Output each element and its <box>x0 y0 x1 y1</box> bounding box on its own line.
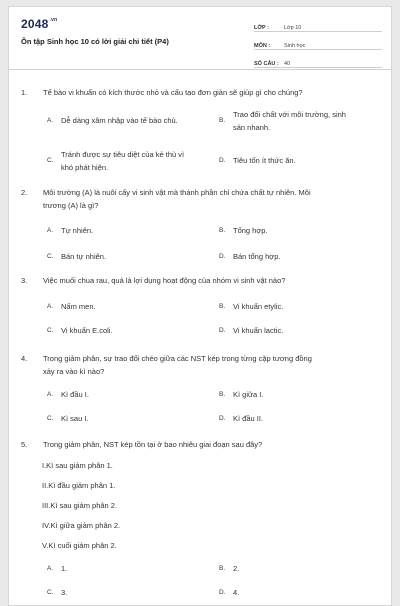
option-text-line-2: sản nhanh. <box>233 122 271 132</box>
question-body: Trong giảm phân, NST kép tồn tại ở bao nhiêu giai đoạn sau đây? <box>43 440 263 449</box>
question-number: 3. <box>21 276 28 285</box>
option-text: 1. <box>61 564 68 573</box>
option-letter: B. <box>219 565 226 572</box>
question-number: 2. <box>21 188 28 197</box>
question-body: Việc muối chua rau, quả là lợi dụng hoạt động của nhóm vi sinh vật nào? <box>43 276 286 285</box>
meta-value: 40 <box>284 61 291 67</box>
document-title: Ôn tập Sinh học 10 có lời giải chi tiết (P4) <box>21 37 169 46</box>
meta-key: SỐ CÂU : <box>254 61 279 67</box>
statement-4: IV.Kì giữa giảm phân 2. <box>42 521 121 530</box>
option-text: Tổng hợp. <box>233 226 268 235</box>
option-letter: A. <box>47 227 54 234</box>
option-letter: C. <box>47 589 54 596</box>
meta-row-class <box>254 17 382 32</box>
option-letter: D. <box>219 589 226 596</box>
question-body-line-2: trương (A) là gì? <box>43 200 99 210</box>
option-text: Kì đầu II. <box>233 414 264 423</box>
question-body-line-2: xảy ra vào kì nào? <box>43 366 105 376</box>
option-letter: A. <box>47 391 54 398</box>
question-text <box>21 439 379 452</box>
option-text: Tự nhiên. <box>61 226 94 235</box>
logo-extension: .vn <box>49 17 58 23</box>
header-divider <box>9 69 391 70</box>
option-text: Bán tổng hợp. <box>233 252 281 261</box>
option-letter: C. <box>47 415 54 422</box>
meta-value: Sinh học <box>284 43 306 49</box>
option-text: Vi khuẩn lactic. <box>233 326 284 335</box>
option-letter: A. <box>47 117 54 124</box>
option-text: Kì giữa I. <box>233 390 264 399</box>
document-header <box>9 7 391 67</box>
option-text: 4. <box>233 588 240 597</box>
option-letter: B. <box>219 391 226 398</box>
option-text: Nấm men. <box>61 302 96 311</box>
document-sheet <box>8 6 392 606</box>
option-letter: C. <box>47 253 54 260</box>
option-letter: A. <box>47 303 54 310</box>
option-text-line-1: Trao đổi chất với môi trường, sinh <box>233 110 346 119</box>
site-logo[interactable] <box>21 17 57 31</box>
question-text <box>21 275 379 288</box>
question-text <box>21 187 379 212</box>
option-letter: B. <box>219 117 226 124</box>
option-text: Kì đầu I. <box>61 390 89 399</box>
statement-2: II.Kì đầu giảm phân 1. <box>42 481 116 490</box>
option-text: Tiêu tốn ít thức ăn. <box>233 156 296 165</box>
option-letter: C. <box>47 327 54 334</box>
question-body: Tế bào vi khuẩn có kích thước nhỏ và cấu tạo đơn giản sẽ giúp gì cho chúng? <box>43 88 303 97</box>
meta-key: MÔN : <box>254 43 271 49</box>
question-text <box>21 353 379 378</box>
option-letter: B. <box>219 227 226 234</box>
option-text: Kì sau I. <box>61 414 89 423</box>
option-letter: D. <box>219 415 226 422</box>
option-text: 3. <box>61 588 68 597</box>
option-text-line-2: khó phát hiện. <box>61 162 109 172</box>
question-number: 4. <box>21 354 28 363</box>
question-body-line-1: Trong giảm phân, sự trao đổi chéo giữa các NST kép trong từng cặp tương đồng <box>43 354 312 363</box>
statement-3: III.Kì sau giảm phân 2. <box>42 501 118 510</box>
option-letter: A. <box>47 565 54 572</box>
logo-text: 2048 <box>21 17 49 31</box>
meta-row-question-count <box>254 53 382 68</box>
option-text: Bán tự nhiên. <box>61 252 107 261</box>
option-letter: D. <box>219 157 226 164</box>
option-letter: C. <box>47 157 54 164</box>
statement-1: I.Kì sau giảm phân 1. <box>42 461 113 470</box>
option-text-line-1: Tránh được sự tiêu diệt của kẻ thù vì <box>61 150 185 159</box>
option-text: 2. <box>233 564 240 573</box>
meta-key: LỚP : <box>254 25 269 31</box>
option-text: Vi khuẩn etylic. <box>233 302 284 311</box>
document-meta <box>254 17 382 71</box>
option-letter: D. <box>219 327 226 334</box>
question-number: 1. <box>21 88 28 97</box>
question-body-line-1: Môi trường (A) là nuôi cấy vi sinh vật mà thành phần chỉ chứa chất tự nhiên. Môi <box>43 188 311 197</box>
option-letter: D. <box>219 253 226 260</box>
statement-5: V.Kì cuối giảm phân 2. <box>42 541 117 550</box>
meta-row-subject <box>254 35 382 50</box>
option-text: Dễ dàng xâm nhập vào tế bào chủ. <box>61 116 178 125</box>
option-text: Vi khuẩn E.coli. <box>61 326 113 335</box>
question-number: 5. <box>21 440 28 449</box>
option-letter: B. <box>219 303 226 310</box>
question-text <box>21 87 379 100</box>
meta-value: Lớp 10 <box>284 25 302 31</box>
